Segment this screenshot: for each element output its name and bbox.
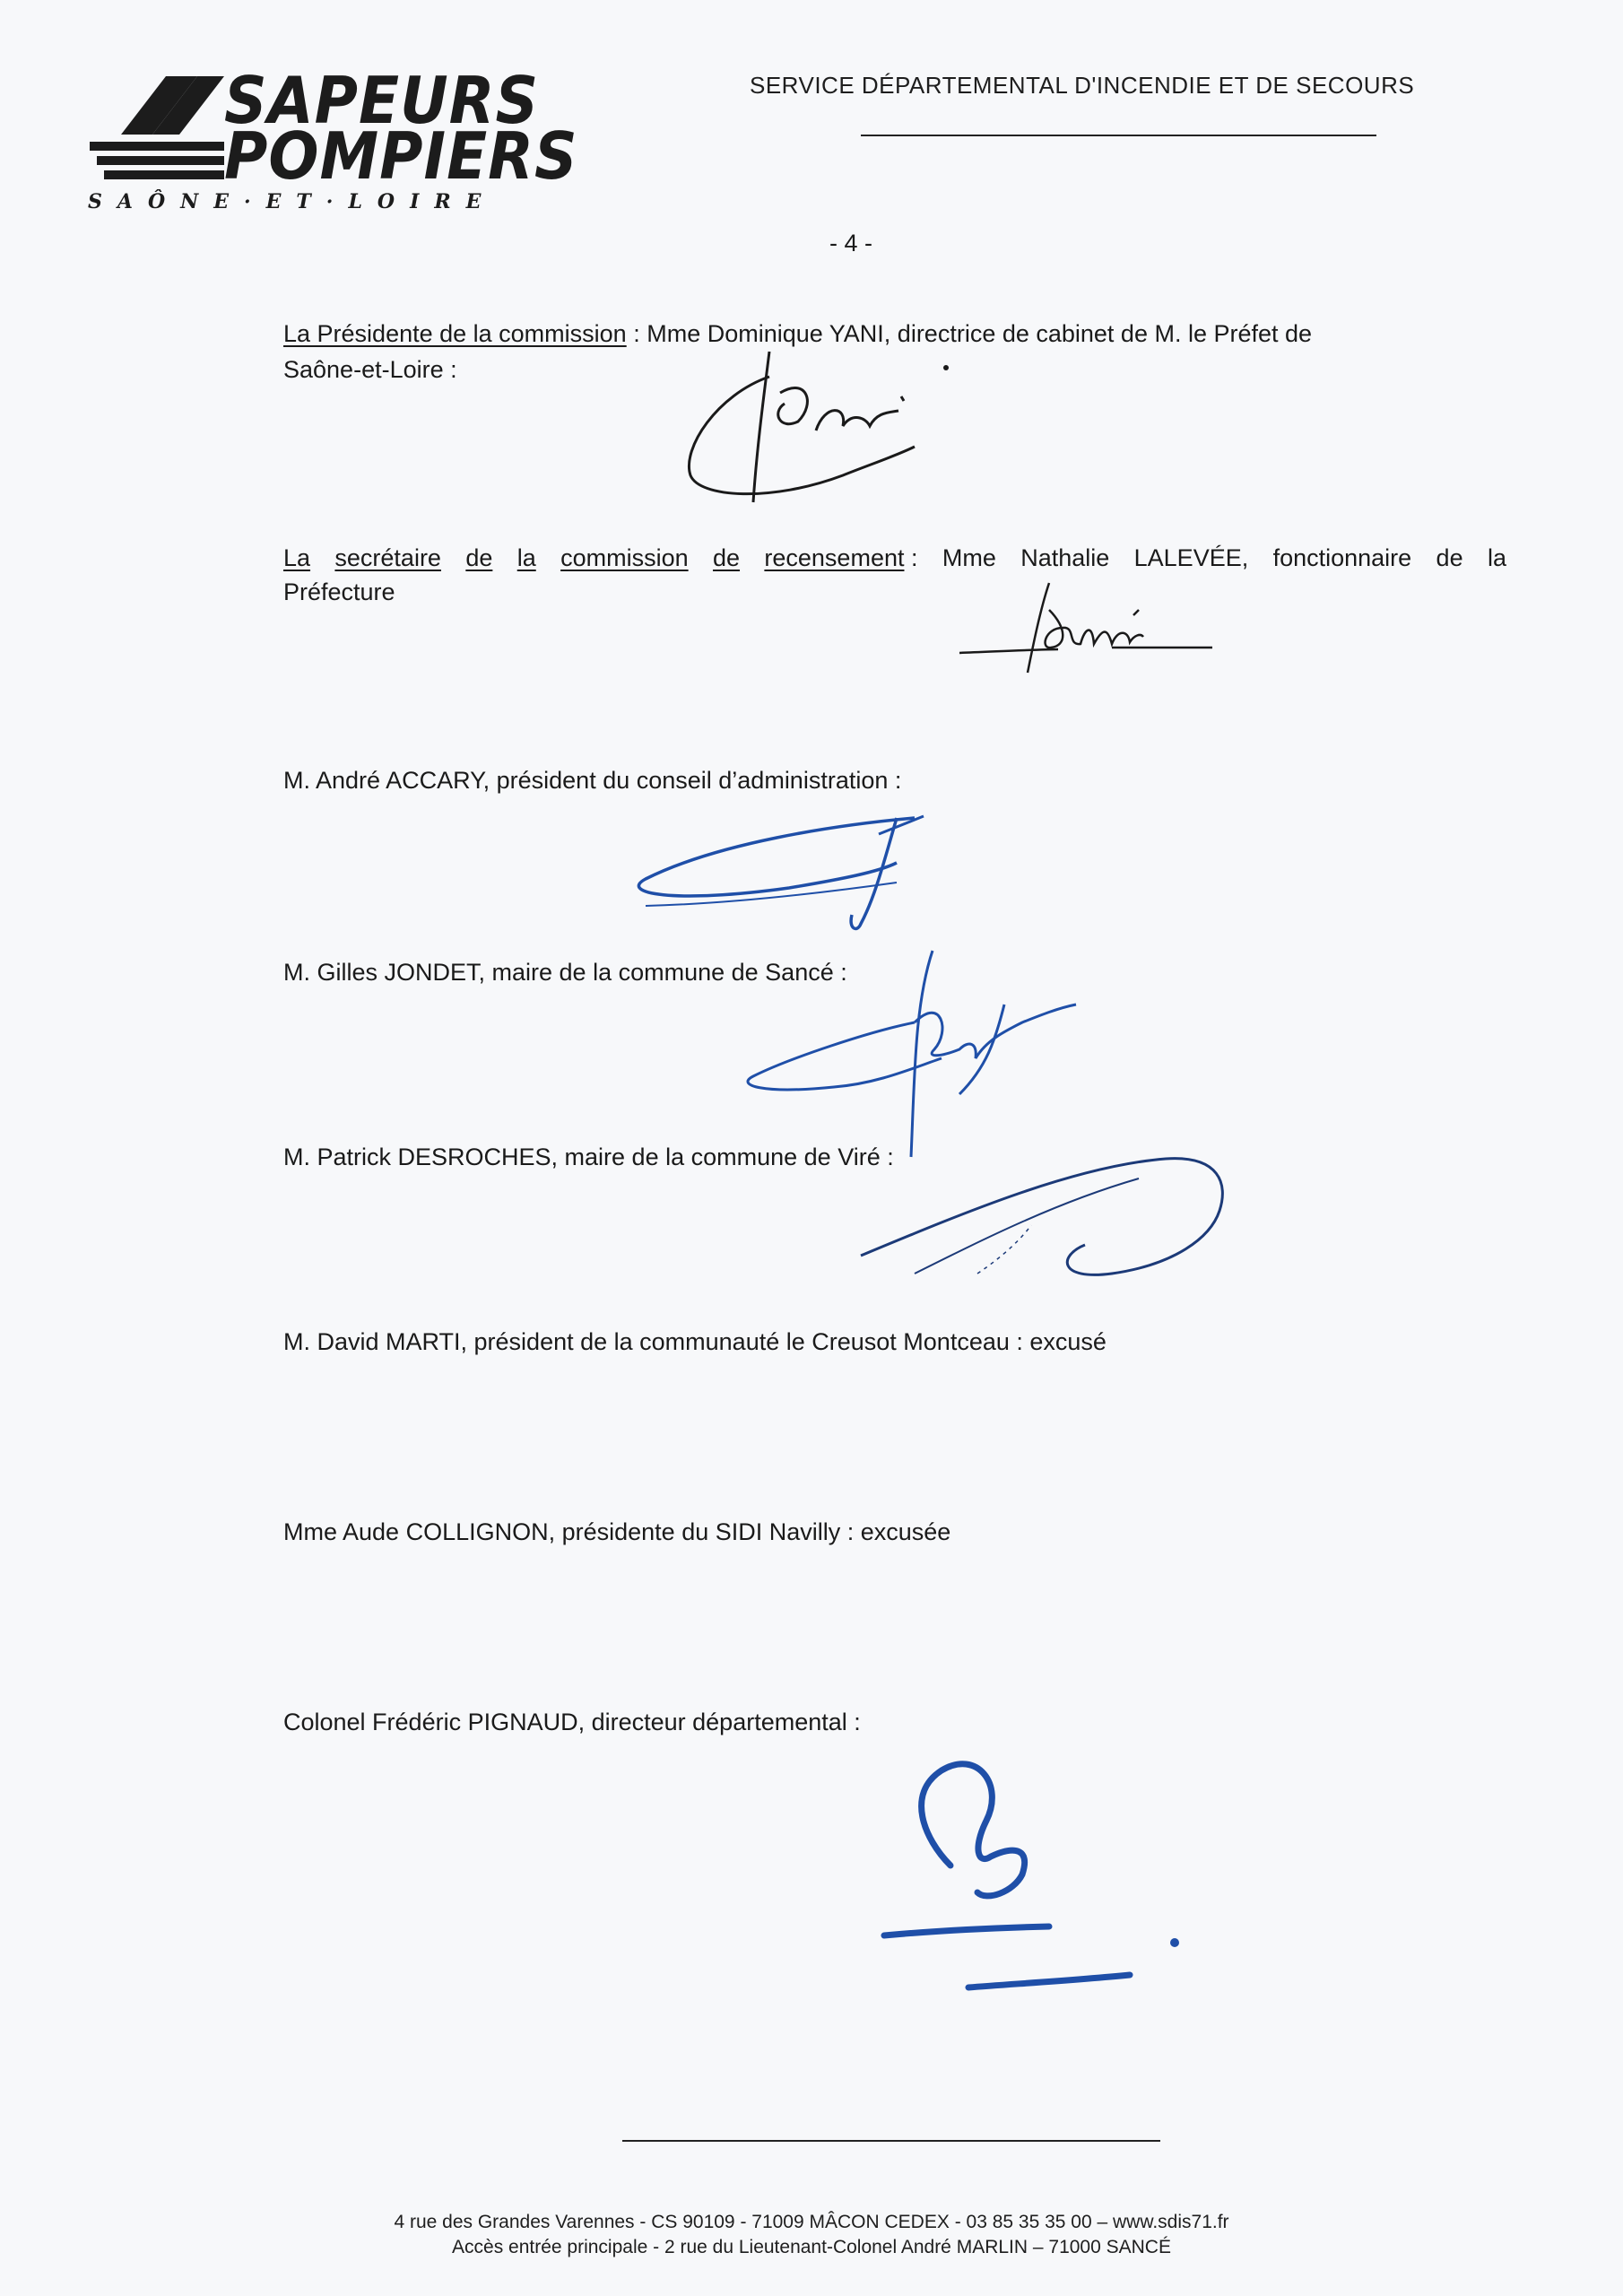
signature-jondet [735, 933, 1094, 1157]
signature-yani [664, 341, 950, 520]
entry-text-word: fonctionnaire [1272, 544, 1412, 571]
role-label-word: La [283, 544, 311, 571]
entry-marti: M. David MARTI, président de la communauté le Creusot Montceau : excusé [283, 1328, 1107, 1355]
signature-lalevee [950, 574, 1219, 682]
entry-desroches: M. Patrick DESROCHES, maire de la commune de Viré : [283, 1144, 894, 1170]
entry-accary: M. André ACCARY, président du conseil d’administration : [283, 767, 902, 794]
role-label: La Présidente de la commission [283, 320, 627, 347]
sdis-logo [72, 54, 578, 224]
page-number: - 4 - [829, 230, 873, 257]
header-rule [861, 135, 1376, 136]
entry-text-word: la [1487, 544, 1506, 571]
footer-address: 4 rue des Grandes Varennes - CS 90109 - 71009 MÂCON CEDEX - 03 85 35 35 00 – www.sdis71.fr [394, 2212, 1229, 2232]
role-label-word: commission [560, 544, 689, 571]
footer-rule [622, 2140, 1160, 2142]
entry-text-word: LALEVÉE, [1133, 544, 1249, 571]
entry-jondet: M. Gilles JONDET, maire de la commune de Sancé : [283, 959, 847, 986]
entry-pignaud: Colonel Frédéric PIGNAUD, directeur départemental : [283, 1709, 861, 1735]
role-label-word: la [516, 544, 536, 571]
entry-collignon: Mme Aude COLLIGNON, présidente du SIDI Navilly : excusée [283, 1518, 951, 1545]
footer-access: Accès entrée principale - 2 rue du Lieutenant-Colonel André MARLIN – 71000 SANCÉ [452, 2237, 1171, 2257]
entry-secretaire-line2: Préfecture [283, 578, 395, 605]
logo-text-saone-et-loire: SAÔNE·ET·LOIRE [88, 190, 497, 213]
signature-accary [610, 807, 933, 942]
entry-text: : Mme Dominique YANI, directrice de cabinet de M. le Préfet de [626, 320, 1313, 347]
service-title: SERVICE DÉPARTEMENTAL D'INCENDIE ET DE SECOURS [750, 72, 1415, 99]
signature-pignaud [870, 1731, 1193, 2000]
entry-secretaire [283, 542, 1506, 574]
logo-flame-mark [90, 72, 224, 179]
role-label-word: de [465, 544, 493, 571]
entry-text-word: de [1436, 544, 1463, 571]
entry-presidente-line2: Saône-et-Loire : [283, 356, 457, 383]
signature-desroches [843, 1139, 1237, 1300]
logo-text-sapeurs: SAPEURS [224, 63, 540, 139]
logo-text-pompiers: POMPIERS [224, 118, 578, 195]
role-label-word: de [712, 544, 741, 571]
role-label-word: secrétaire [334, 544, 441, 571]
role-label-word: recensement : [764, 544, 918, 571]
entry-text-word: Nathalie [1020, 544, 1110, 571]
entry-text-word: Mme [942, 544, 996, 571]
